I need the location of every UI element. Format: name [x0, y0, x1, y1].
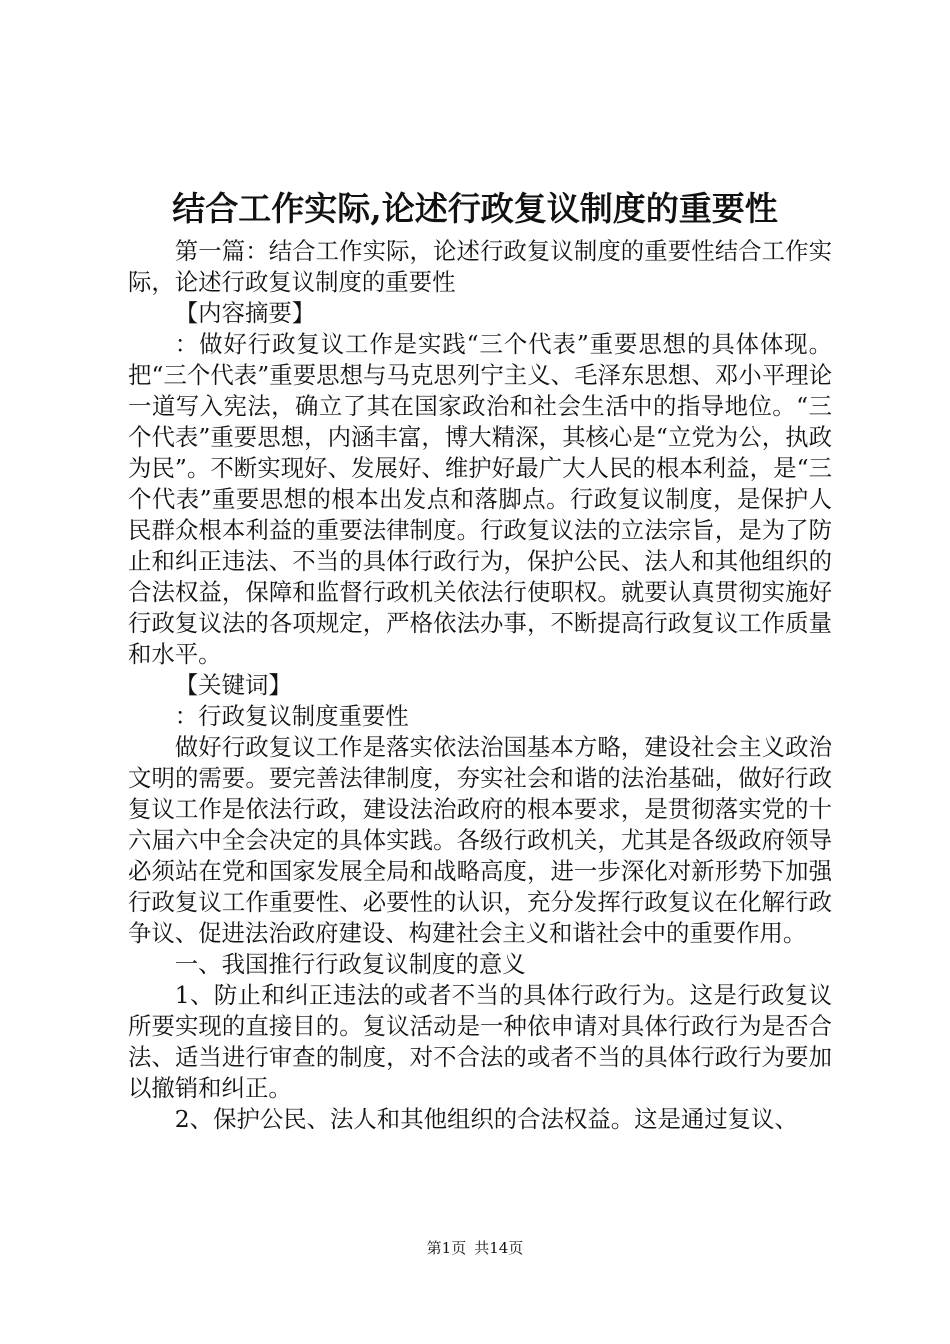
paragraph-first-chapter: 第一篇：结合工作实际，论述行政复议制度的重要性结合工作实际，论述行政复议制度的重要性: [128, 237, 832, 296]
page-total: 共14页: [474, 1239, 524, 1257]
paragraph-keywords-heading: 【关键词】: [174, 671, 292, 699]
document-body: [128, 236, 832, 1135]
paragraph-abstract: ：做好行政复议工作是实践“三个代表”重要思想的具体体现。把“三个代表”重要思想与马克思列宁主义、毛泽东思想、邓小平理论一道写入宪法，确立了其在国家政治和社会生活中的指导地位。“三个代表”重要思想，内涵丰富，博大精深，其核心是“立党为公，执政为民”。不断实现好、发展好、维护好最广大人民的根本利益，是“三个代表”重要思想的根本出发点和落脚点。行政复议制度，是保护人民群众根本利益的重要法律制度。行政复议法的立法宗旨，是为了防止和纠正违法、不当的具体行政行为，保护公民、法人和其他组织的合法权益，保障和监督行政机关依法行使职权。就要认真贯彻实施好行政复议法的各项规定，严格依法办事，不断提高行政复议工作质量和水平。: [128, 330, 832, 668]
document-title: 结合工作实际,论述行政复议制度的重要性: [172, 189, 778, 228]
paragraph-point-2: 2、保护公民、法人和其他组织的合法权益。这是通过复议、: [174, 1105, 798, 1133]
page-footer: [0, 1238, 950, 1258]
paragraph-point-1: 1、防止和纠正违法的或者不当的具体行政行为。这是行政复议所要实现的直接目的。复议活动是一种依申请对具体行政行为是否合法、适当进行审查的制度，对不合法的或者不当的具体行政行为要加以撤销和纠正。: [128, 981, 832, 1102]
paragraph-keywords: ：行政复议制度重要性: [174, 702, 409, 730]
paragraph-intro: 做好行政复议工作是落实依法治国基本方略，建设社会主义政治文明的需要。要完善法律制度，夯实社会和谐的法治基础，做好行政复议工作是依法行政，建设法治政府的根本要求，是贯彻落实党的十六届六中全会决定的具体实践。各级行政机关，尤其是各级政府领导必须站在党和国家发展全局和战略高度，进一步深化对新形势下加强行政复议工作重要性、必要性的认识，充分发挥行政复议在化解行政争议、促进法治政府建设、构建社会主义和谐社会中的重要作用。: [128, 733, 832, 947]
paragraph-abstract-heading: 【内容摘要】: [174, 299, 316, 327]
page-number: 第1页: [426, 1239, 467, 1257]
paragraph-section-heading: 一、我国推行行政复议制度的意义: [174, 950, 526, 978]
